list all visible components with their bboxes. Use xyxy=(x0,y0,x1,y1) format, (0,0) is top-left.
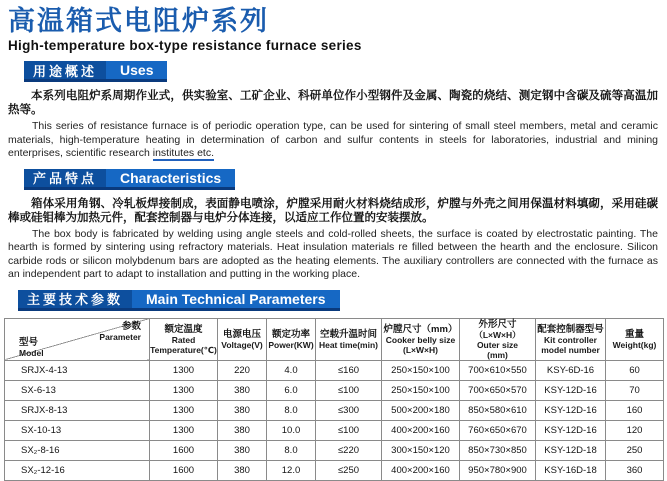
value-cell: 1300 xyxy=(150,380,218,400)
section-header-characteristics xyxy=(24,169,235,190)
value-cell: KSY-12D-16 xyxy=(536,380,606,400)
column-header: 额定功率 Power(KW) xyxy=(267,318,316,360)
value-cell: KSY-12D-16 xyxy=(536,400,606,420)
table-row xyxy=(5,420,664,440)
value-cell: 380 xyxy=(218,400,267,420)
value-cell: KSY-12D-16 xyxy=(536,420,606,440)
corner-header-cell xyxy=(5,318,150,360)
value-cell: KSY-16D-18 xyxy=(536,460,606,480)
uses-body-en-text: This series of resistance furnace is of periodic operation type, can be used for sintering of small steel members, metal and ceramic materials, high-temperature heating in determination of carbon and sulfur contents in steels for laboratories, industrial and mining enterprises, scientific research xyxy=(8,120,658,159)
corner-model-cn: 型号 xyxy=(19,336,39,348)
value-cell: 1300 xyxy=(150,400,218,420)
column-header: 外形尺寸 （L×W×H） Outer size (mm) xyxy=(460,318,536,360)
value-cell: 12.0 xyxy=(267,460,316,480)
value-cell: 8.0 xyxy=(267,400,316,420)
value-cell: ≤100 xyxy=(316,380,382,400)
value-cell: 700×610×550 xyxy=(460,360,536,380)
value-cell: 10.0 xyxy=(267,420,316,440)
value-cell: ≤100 xyxy=(316,420,382,440)
value-cell: 6.0 xyxy=(267,380,316,400)
value-cell: 950×780×900 xyxy=(460,460,536,480)
section-label-cn: 产品特点 xyxy=(24,169,106,187)
value-cell: 380 xyxy=(218,440,267,460)
section-label-en: Characteristics xyxy=(106,169,235,187)
value-cell: KSY-6D-16 xyxy=(536,360,606,380)
model-cell: SRJX-8-13 xyxy=(5,400,150,420)
corner-model-en: Model xyxy=(19,347,44,358)
value-cell: 160 xyxy=(606,400,664,420)
value-cell: 120 xyxy=(606,420,664,440)
parameters-table-wrapper xyxy=(4,318,663,481)
corner-parameter-label xyxy=(99,321,141,342)
column-header: 空载升温时间 Heat time(min) xyxy=(316,318,382,360)
value-cell: 1300 xyxy=(150,360,218,380)
model-cell: SX₂-8-16 xyxy=(5,440,150,460)
value-cell: 300×150×120 xyxy=(382,440,460,460)
column-header: 额定温度 Rated Temperature(℃) xyxy=(150,318,218,360)
value-cell: 220 xyxy=(218,360,267,380)
value-cell: 400×200×160 xyxy=(382,420,460,440)
uses-body-cn: 本系列电阻炉系周期作业式，供实验室、工矿企业、科研单位作小型钢件及金属、陶瓷的烧结、测定钢中含碳及硫等高温加热等。 xyxy=(8,90,658,116)
value-cell: 1600 xyxy=(150,440,218,460)
model-cell: SX-6-13 xyxy=(5,380,150,400)
model-cell: SX-10-13 xyxy=(5,420,150,440)
value-cell: 60 xyxy=(606,360,664,380)
value-cell: KSY-12D-18 xyxy=(536,440,606,460)
table-row xyxy=(5,460,664,480)
value-cell: 850×580×610 xyxy=(460,400,536,420)
page-title: 高温箱式电阻炉系列 xyxy=(8,6,269,36)
value-cell: 700×650×570 xyxy=(460,380,536,400)
value-cell: 250 xyxy=(606,440,664,460)
section-characteristics xyxy=(0,169,667,190)
value-cell: 1600 xyxy=(150,460,218,480)
model-cell: SX₂-12-16 xyxy=(5,460,150,480)
value-cell: 380 xyxy=(218,460,267,480)
value-cell: 380 xyxy=(218,420,267,440)
value-cell: 400×200×160 xyxy=(382,460,460,480)
parameters-table xyxy=(4,318,664,481)
model-cell: SRJX-4-13 xyxy=(5,360,150,380)
section-parameters xyxy=(0,290,667,311)
section-label-en: Uses xyxy=(106,61,167,79)
catalog-page xyxy=(0,5,667,476)
page-subtitle: High-temperature box-type resistance furnace series xyxy=(8,38,362,53)
table-header-row xyxy=(5,318,664,360)
table-row xyxy=(5,360,664,380)
uses-body-en xyxy=(8,120,658,161)
section-label-en: Main Technical Parameters xyxy=(132,290,339,308)
value-cell: 760×650×670 xyxy=(460,420,536,440)
section-label-cn: 主要技术参数 xyxy=(18,290,132,308)
characteristics-body-en: The box body is fabricated by welding using angle steels and cold-rolled sheets, the surface is coated by electrostatic painting. The hearth is formed by sintering using refractory materials. Heat insulation materials re filled between the hearth and the enclosure. Silicon carbide rods or silicon molybdenum bars are adopted as the heating elements. The auxiliary controllers are connected with the furnace as an independent part to adapt to installation and putting in the working place. xyxy=(8,227,658,280)
characteristics-body-cn: 箱体采用角钢、冷轧板焊接制成，表面静电喷涂，炉膛采用耐火材料烧结成形，炉膛与外壳之间用保温材料填砌，采用硅碳棒或硅钼棒为加热元件，配套控制器与电炉分体连接，以适应工作位置的安装摆放。 xyxy=(8,197,658,224)
column-header: 电源电压 Voltage(V) xyxy=(218,318,267,360)
value-cell: ≤250 xyxy=(316,460,382,480)
value-cell: ≤300 xyxy=(316,400,382,420)
section-header-parameters xyxy=(18,290,340,311)
value-cell: 8.0 xyxy=(267,440,316,460)
section-label-cn: 用途概述 xyxy=(24,61,106,79)
value-cell: 250×150×100 xyxy=(382,360,460,380)
table-row xyxy=(5,440,664,460)
table-row xyxy=(5,380,664,400)
value-cell: 380 xyxy=(218,380,267,400)
value-cell: ≤220 xyxy=(316,440,382,460)
value-cell: 850×730×850 xyxy=(460,440,536,460)
value-cell: 70 xyxy=(606,380,664,400)
corner-model-label xyxy=(19,337,44,358)
uses-body-en-underlined: institutes etc. xyxy=(152,147,215,159)
column-header: 炉膛尺寸（mm） Cooker belly size (L×W×H) xyxy=(382,318,460,360)
section-header-uses xyxy=(24,61,167,82)
value-cell: 500×200×180 xyxy=(382,400,460,420)
corner-param-en: Parameter xyxy=(99,331,141,342)
table-body xyxy=(5,360,664,480)
value-cell: 4.0 xyxy=(267,360,316,380)
value-cell: ≤160 xyxy=(316,360,382,380)
column-header: 重量 Weight(kg) xyxy=(606,318,664,360)
value-cell: 360 xyxy=(606,460,664,480)
corner-param-cn: 参数 xyxy=(121,320,141,332)
table-row xyxy=(5,400,664,420)
section-uses xyxy=(0,61,667,82)
column-header: 配套控制器型号 Kit controller model number xyxy=(536,318,606,360)
value-cell: 250×150×100 xyxy=(382,380,460,400)
value-cell: 1300 xyxy=(150,420,218,440)
